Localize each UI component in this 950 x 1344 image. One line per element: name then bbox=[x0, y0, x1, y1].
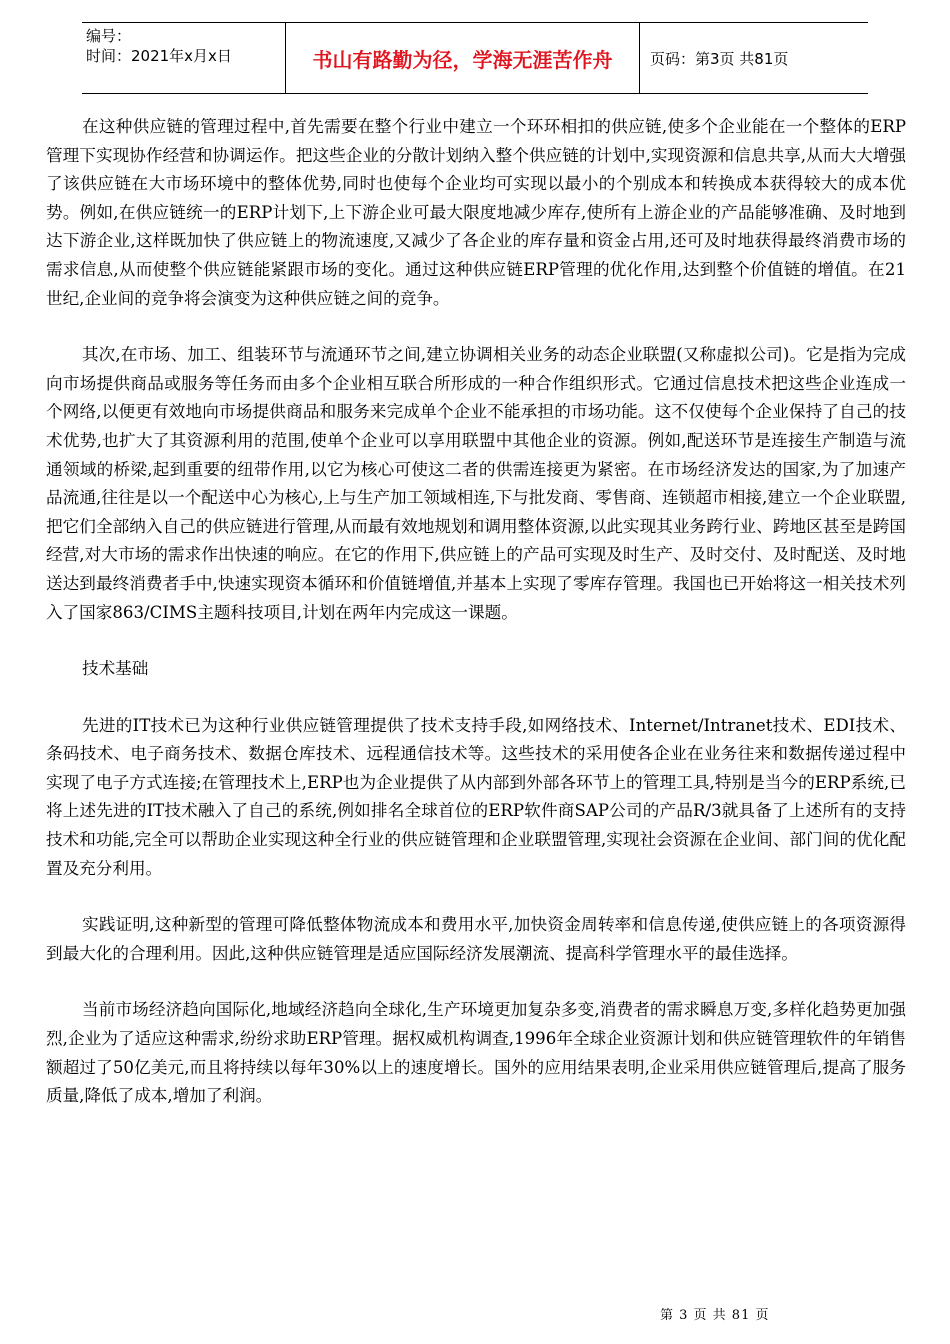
header-motto: 书山有路勤为径，学海无涯苦作舟 bbox=[286, 23, 640, 93]
document-body bbox=[46, 113, 906, 1139]
section-heading-technical-basis: 技术基础 bbox=[82, 659, 149, 679]
document-time: 时间：2021年x月x日 bbox=[86, 47, 232, 65]
paragraph-market-trends: 当前市场经济趋向国际化,地域经济趋向全球化,生产环境更加复杂多变,消费者的需求瞬息万变,多样化趋势更加强烈,企业为了适应这种需求,纷纷求助ERP管理。据权威机构调查,1996年全球企业资源计划和供应链管理软件的年销售额超过了50亿美元,而且将持续以每年30%以上的速度增长。国外的应用结果表明,企业采用供应链管理后,提高了服务质量,降低了成本,增加了利润。 bbox=[46, 1000, 906, 1106]
document-number-label: 编号： bbox=[86, 27, 132, 45]
page-footer: 第 3 页 共 81 页 bbox=[660, 1308, 770, 1323]
header-page-info: 页码：第3页 共81页 bbox=[650, 49, 789, 68]
header-meta bbox=[82, 23, 286, 93]
paragraph-it-technology: 先进的IT技术已为这种行业供应链管理提供了技术支持手段,如网络技术、Internet/Intranet技术、EDI技术、条码技术、电子商务技术、数据仓库技术、远程通信技术等。这些技术的采用使各企业在业务往来和数据传递过程中实现了电子方式连接;在管理技术上,ERP也为企业提供了从内部到外部各环节上的管理工具,特别是当今的ERP系统,已将上述先进的IT技术融入了自己的系统,例如排名全球首位的ERP软件商SAP公司的产品R/3就具备了上述所有的支持技术和功能,完全可以帮助企业实现这种全行业的供应链管理和企业联盟管理,实现社会资源在企业间、部门间的优化配置及充分利用。 bbox=[46, 715, 906, 878]
page-header bbox=[82, 22, 868, 94]
paragraph-practice-proof: 实践证明,这种新型的管理可降低整体物流成本和费用水平,加快资金周转率和信息传递,使供应链上的各项资源得到最大化的合理利用。因此,这种供应链管理是适应国际经济发展潮流、提高科学管理水平的最佳选择。 bbox=[46, 915, 906, 963]
paragraph-enterprise-alliance: 其次,在市场、加工、组装环节与流通环节之间,建立协调相关业务的动态企业联盟(又称虚拟公司)。它是指为完成向市场提供商品或服务等任务而由多个企业相互联合所形成的一种合作组织形式。它通过信息技术把这些企业连成一个网络,以便更有效地向市场提供商品和服务来完成单个企业不能承担的市场功能。这不仅使每个企业保持了自己的技术优势,也扩大了其资源利用的范围,使单个企业可以享用联盟中其他企业的资源。例如,配送环节是连接生产制造与流通领域的桥梁,起到重要的纽带作用,以它为核心可使这二者的供需连接更为紧密。在市场经济发达的国家,为了加速产品流通,往往是以一个配送中心为核心,上与生产加工领域相连,下与批发商、零售商、连锁超市相接,建立一个企业联盟,把它们全部纳入自己的供应链进行管理,从而最有效地规划和调用整体资源,以此实现其业务跨行业、跨地区甚至是跨国经营,对大市场的需求作出快速的响应。在它的作用下,供应链上的产品可实现及时生产、及时交付、及时配送、及时地送达到最终消费者手中,快速实现资本循环和价值链增值,并基本上实现了零库存管理。我国也已开始将这一相关技术列入了国家863/CIMS主题科技项目,计划在两年内完成这一课题。 bbox=[46, 345, 906, 622]
paragraph-supply-chain-management: 在这种供应链的管理过程中,首先需要在整个行业中建立一个环环相扣的供应链,使多个企业能在一个整体的ERP管理下实现协作经营和协调运作。把这些企业的分散计划纳入整个供应链的计划中,实现资源和信息共享,从而大大增强了该供应链在大市场环境中的整体优势,同时也使每个企业均可实现以最小的个别成本和转换成本获得较大的成本优势。例如,在供应链统一的ERP计划下,上下游企业可最大限度地减少库存,使所有上游企业的产品能够准确、及时地到达下游企业,这样既加快了供应链上的物流速度,又减少了各企业的库存量和资金占用,还可及时地获得最终消费市场的需求信息,从而使整个供应链能紧跟市场的变化。通过这种供应链ERP管理的优化作用,达到整个价值链的增值。在21世纪,企业间的竞争将会演变为这种供应链之间的竞争。 bbox=[46, 117, 906, 308]
